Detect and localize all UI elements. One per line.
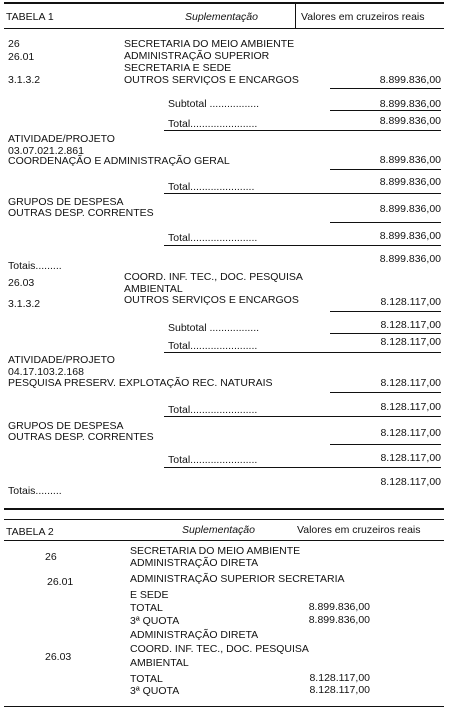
t1-value: 8.128.117,00	[380, 476, 441, 488]
t1-ativ-b: ATIVIDADE/PROJETO	[8, 354, 115, 366]
t1-totais-a: Totais.........	[8, 260, 62, 272]
t1-value: 8.899.836,00	[379, 230, 441, 242]
t2-quota-value-a: 8.899.836,00	[308, 614, 370, 626]
t1-code-2603: 26.03	[8, 277, 35, 289]
t1-suplementacao: Suplementação	[185, 11, 258, 23]
t1-total-b: Total......................	[168, 181, 255, 193]
t1-rule	[330, 110, 441, 111]
t2-total-b: TOTAL	[130, 673, 163, 685]
t1-total-d: Total.......................	[168, 340, 258, 352]
t1-valores-header: Valores em cruzeiros reais	[301, 11, 425, 23]
t1-sec-meio: SECRETARIA DO MEIO AMBIENTE	[124, 38, 295, 50]
t1-sec-sede: SECRETARIA E SEDE	[124, 62, 232, 74]
t1-grupos-a: GRUPOS DE DESPESA	[8, 196, 124, 208]
t1-value: 8.128.117,00	[380, 336, 441, 348]
t1-coord-inf: COORD. INF. TEC., DOC. PESQUISA	[124, 271, 303, 283]
t1-value: 8.128.117,00	[380, 427, 441, 439]
t1-subtotal-b: Subtotal .................	[168, 322, 260, 334]
t1-code-2601: 26.01	[8, 51, 35, 63]
t1-total-c: Total.......................	[168, 232, 258, 244]
t1-value: 8.128.117,00	[380, 377, 441, 389]
t1-rule	[330, 392, 441, 393]
t2-e-sede: E SEDE	[130, 589, 169, 601]
t2-quota-a: 3ª QUOTA	[130, 615, 180, 627]
t1-value: 8.899.836,00	[379, 98, 441, 110]
t1-value: 8.128.117,00	[380, 401, 441, 413]
t2-bottom-rule	[4, 706, 444, 707]
t1-value: 8.128.117,00	[380, 452, 441, 464]
t1-value: 8.899.836,00	[379, 154, 441, 166]
t1-top-rule	[4, 2, 444, 4]
t2-suplementacao: Suplementação	[182, 524, 255, 536]
t1-rule	[164, 467, 441, 468]
t1-rule	[164, 416, 441, 417]
t1-code-26: 26	[8, 38, 20, 50]
t1-code-3132-a: 3.1.3.2	[8, 74, 41, 86]
t1-rule	[330, 222, 441, 223]
t2-coord-inf: COORD. INF. TEC., DOC. PESQUISA	[130, 643, 309, 655]
t1-header-rule	[4, 28, 444, 29]
t1-rule	[330, 333, 441, 334]
t2-top-rule	[4, 519, 444, 520]
t2-valores-header: Valores em cruzeiros reais	[297, 524, 421, 536]
t1-rule	[330, 311, 441, 312]
t1-value: 8.899.836,00	[379, 115, 441, 127]
t2-adm-sup: ADMINISTRAÇÃO SUPERIOR SECRETARIA	[130, 573, 345, 585]
t1-pesq: PESQUISA PRESERV. EXPLOTAÇÃO REC. NATURAIS	[8, 377, 273, 389]
t1-value: 8.899.836,00	[379, 176, 441, 188]
t1-value: 8.899.836,00	[379, 203, 441, 215]
t1-header-divider	[295, 4, 296, 28]
t2-sec-meio: SECRETARIA DO MEIO AMBIENTE	[130, 545, 301, 557]
t1-value: 8.128.117,00	[380, 319, 441, 331]
t2-ambiental: AMBIENTAL	[130, 657, 189, 669]
t1-ambiental: AMBIENTAL	[124, 283, 183, 295]
t1-adm-sup: ADMINISTRAÇÃO SUPERIOR	[124, 50, 270, 62]
t1-totais-b: Totais.........	[8, 485, 62, 497]
t1-rule	[164, 130, 441, 131]
t2-header-rule	[4, 540, 444, 541]
t1-subtotal-a: Subtotal .................	[168, 98, 260, 110]
t1-cod-b: 04.17.103.2.168	[8, 366, 84, 378]
t1-ativ-a: ATIVIDADE/PROJETO	[8, 133, 115, 145]
t1-rule	[330, 169, 441, 170]
t2-total-value-b: 8.128.117,00	[309, 672, 370, 684]
t1-rule	[330, 88, 441, 89]
t1-rule	[330, 444, 441, 445]
t1-rule	[164, 352, 441, 353]
t1-coord-a: COORDENAÇÃO E ADMINISTRAÇÃO GERAL	[8, 155, 230, 167]
t1-title: TABELA 1	[6, 11, 54, 23]
t1-outras-a: OUTRAS DESP. CORRENTES	[8, 207, 154, 219]
t1-bottom-rule	[4, 508, 444, 510]
t1-total-e: Total.......................	[168, 404, 258, 416]
t2-total-value-a: 8.899.836,00	[308, 601, 370, 613]
t2-adm-dir-a: ADMINISTRAÇÃO DIRETA	[130, 557, 259, 569]
t1-outros-a: OUTROS SERVIÇOS E ENCARGOS	[124, 74, 299, 86]
t2-quota-b: 3ª QUOTA	[130, 685, 180, 697]
t1-rule	[164, 193, 441, 194]
t2-adm-dir-b: ADMINISTRAÇÃO DIRETA	[130, 629, 259, 641]
t2-code-2601: 26.01	[47, 576, 74, 588]
t2-total-a: TOTAL	[130, 602, 163, 614]
t2-code-2603: 26.03	[45, 651, 72, 663]
t1-code-3132-b: 3.1.3.2	[8, 298, 41, 310]
t2-title: TABELA 2	[6, 526, 54, 538]
t1-cod-a: 03.07.021.2.861	[8, 145, 84, 157]
t2-code-26: 26	[45, 551, 57, 563]
t1-outras-b: OUTRAS DESP. CORRENTES	[8, 431, 154, 443]
t2-quota-value-b: 8.128.117,00	[309, 684, 370, 696]
t1-total-a: Total.......................	[168, 118, 258, 130]
t1-rule	[164, 245, 441, 246]
t1-outros-b: OUTROS SERVIÇOS E ENCARGOS	[124, 294, 299, 306]
t1-value: 8.899.836,00	[379, 74, 441, 86]
t1-grupos-b: GRUPOS DE DESPESA	[8, 420, 124, 432]
t1-total-f: Total.......................	[168, 454, 258, 466]
t1-value: 8.899.836,00	[379, 253, 441, 265]
t1-value: 8.128.117,00	[380, 296, 441, 308]
